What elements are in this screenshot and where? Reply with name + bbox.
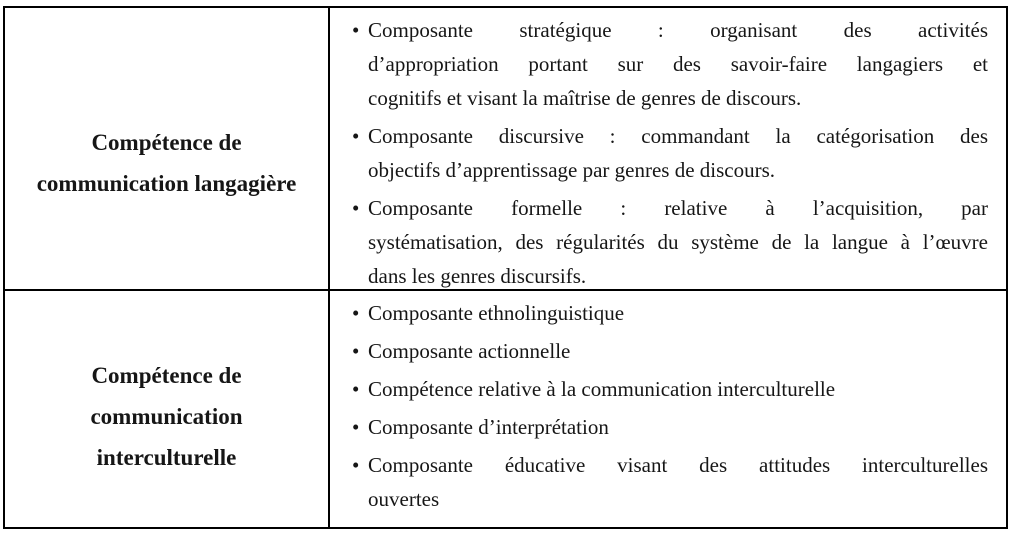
bullet-text-line: Composante d’interprétation bbox=[368, 415, 609, 439]
bullet-list bbox=[352, 296, 988, 516]
list-item-composante-ethnolinguistique bbox=[352, 296, 988, 330]
header-line: communication langagière bbox=[36, 170, 297, 196]
bullet-icon: • bbox=[352, 339, 360, 363]
bullet-text-line: Compétence relative à la communication interculturelle bbox=[368, 377, 836, 401]
bullet-list bbox=[352, 13, 988, 293]
row-header-cell-interculturelle bbox=[5, 291, 330, 527]
competence-table bbox=[3, 6, 1008, 529]
list-item-composante-actionnelle bbox=[352, 334, 988, 368]
list-item-composante-strategique bbox=[352, 13, 988, 115]
list-item-composante-formelle bbox=[352, 191, 988, 293]
bullet-text-line: Composante actionnelle bbox=[368, 339, 571, 363]
bullet-icon: • bbox=[352, 124, 360, 148]
list-item-composante-discursive bbox=[352, 119, 988, 187]
bullet-text-line: d’appropriation portant sur des savoir-faire langagiers et bbox=[368, 52, 988, 76]
row-content-cell-interculturelle bbox=[330, 291, 1006, 527]
bullet-text-line: ouvertes bbox=[368, 487, 440, 511]
list-item-composante-interpretation bbox=[352, 410, 988, 444]
bullet-text-line: dans les genres discursifs. bbox=[368, 264, 587, 288]
header-line: Compétence de bbox=[91, 129, 242, 155]
header-line: Compétence de bbox=[91, 362, 242, 388]
table-row-interculturelle bbox=[5, 291, 1006, 527]
bullet-text-line: cognitifs et visant la maîtrise de genres de discours. bbox=[368, 86, 802, 110]
table-row-langagiere bbox=[5, 8, 1006, 291]
bullet-text-line: Composante formelle : relative à l’acquisition, par bbox=[368, 196, 988, 220]
row-header-cell-langagiere bbox=[5, 8, 330, 289]
bullet-text-line: objectifs d’apprentissage par genres de discours. bbox=[368, 158, 776, 182]
bullet-icon: • bbox=[352, 453, 360, 477]
bullet-icon: • bbox=[352, 196, 360, 220]
row-content-cell-langagiere bbox=[330, 8, 1006, 289]
bullet-icon: • bbox=[352, 301, 360, 325]
bullet-icon: • bbox=[352, 18, 360, 42]
bullet-icon: • bbox=[352, 415, 360, 439]
bullet-icon: • bbox=[352, 377, 360, 401]
bullet-text-line: Composante discursive : commandant la catégorisation des bbox=[368, 124, 988, 148]
bullet-text-line: Composante stratégique : organisant des activités bbox=[368, 18, 988, 42]
list-item-competence-communication-interculturelle bbox=[352, 372, 988, 406]
header-line: interculturelle bbox=[96, 444, 237, 470]
list-item-composante-educative bbox=[352, 448, 988, 516]
header-line: communication bbox=[90, 403, 243, 429]
bullet-text-line: Composante éducative visant des attitudes interculturelles bbox=[368, 453, 988, 477]
bullet-text-line: systématisation, des régularités du système de la langue à l’œuvre bbox=[368, 230, 988, 254]
bullet-text-line: Composante ethnolinguistique bbox=[368, 301, 625, 325]
